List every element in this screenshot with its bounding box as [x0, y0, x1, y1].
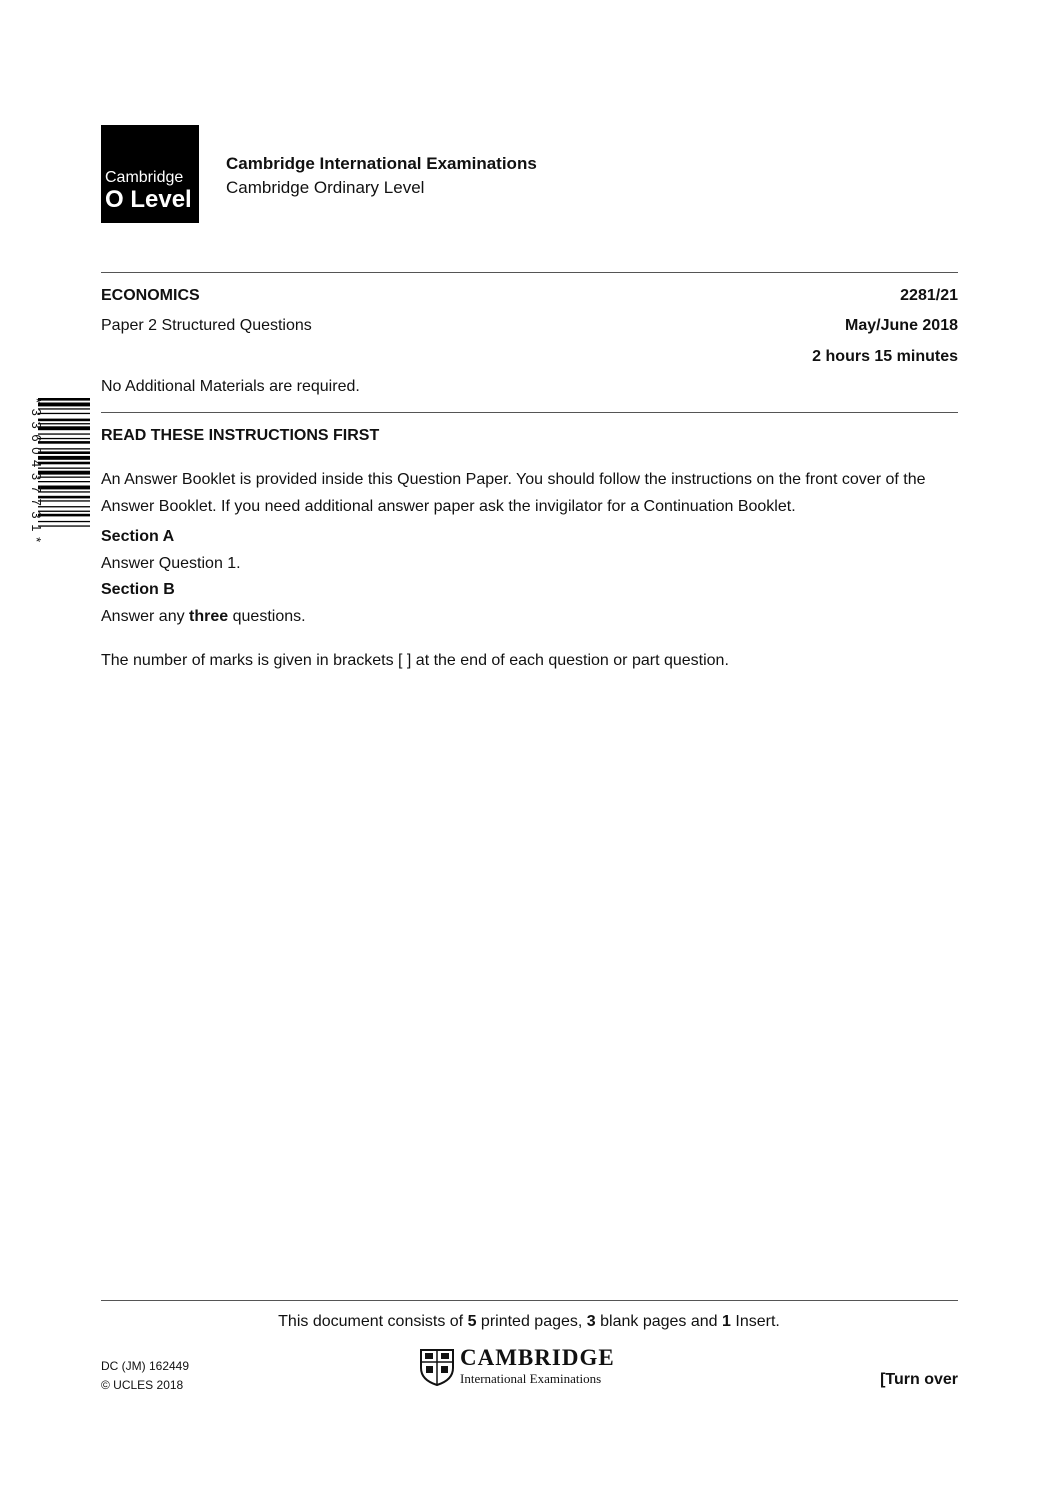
- instructions-divider: [101, 412, 958, 413]
- blank-pages-count: 3: [586, 1313, 596, 1330]
- qualification-level: Cambridge Ordinary Level: [226, 178, 425, 197]
- cambridge-wordmark-subtitle: International Examinations: [460, 1371, 602, 1386]
- section-a-heading: Section A: [101, 528, 175, 545]
- exam-session: May/June 2018: [845, 317, 958, 334]
- section-a-text: Answer Question 1.: [101, 555, 241, 572]
- document-reference-code: DC (JM) 162449: [101, 1359, 190, 1373]
- barcode-graphic: [38, 398, 90, 604]
- subject-title: ECONOMICS: [101, 287, 200, 304]
- marks-note: The number of marks is given in brackets [ ] at the end of each question or part question.: [101, 652, 729, 669]
- logo-line2: O Level: [105, 186, 192, 213]
- paper-title: Paper 2 Structured Questions: [101, 317, 312, 334]
- footer-divider: [101, 1300, 958, 1301]
- section-b-heading: Section B: [101, 581, 175, 598]
- turn-over-note: [Turn over: [880, 1371, 958, 1388]
- answer-booklet-instructions: An Answer Booklet is provided inside this Question Paper. You should follow the instructions on the front cover of the Answer Booklet. If you need additional answer paper ask the invigilator for a Continuation Booklet.: [101, 471, 926, 515]
- cambridge-o-level-logo: [101, 125, 199, 223]
- instructions-heading: READ THESE INSTRUCTIONS FIRST: [101, 427, 380, 444]
- info-part2: printed pages,: [476, 1313, 587, 1330]
- cambridge-wordmark: CAMBRIDGE: [460, 1345, 615, 1370]
- copyright-notice: © UCLES 2018: [101, 1378, 184, 1392]
- barcode-digits: * 3 3 6 0 4 3 7 7 3 1 *: [29, 398, 44, 544]
- materials-note: No Additional Materials are required.: [101, 378, 360, 395]
- paper-code: 2281/21: [900, 287, 958, 304]
- section-b-text: [101, 608, 306, 626]
- organisation-name: Cambridge International Examinations: [226, 154, 537, 173]
- exam-duration: 2 hours 15 minutes: [812, 348, 958, 365]
- logo-line1: Cambridge: [105, 169, 184, 186]
- printed-pages-count: 5: [467, 1313, 477, 1330]
- section-b-suffix: questions.: [228, 608, 306, 625]
- footer-reference: [101, 1357, 189, 1395]
- section-b-prefix: Answer any: [101, 608, 190, 625]
- info-part3: blank pages and: [595, 1313, 723, 1330]
- info-part4: Insert.: [730, 1313, 780, 1330]
- insert-count: 1: [722, 1313, 731, 1330]
- cambridge-crest-icon: [419, 1348, 455, 1386]
- top-divider: [101, 272, 958, 273]
- section-b-count: three: [189, 608, 229, 625]
- info-part1: This document consists of: [278, 1313, 468, 1330]
- page-count-note: [0, 1313, 1058, 1331]
